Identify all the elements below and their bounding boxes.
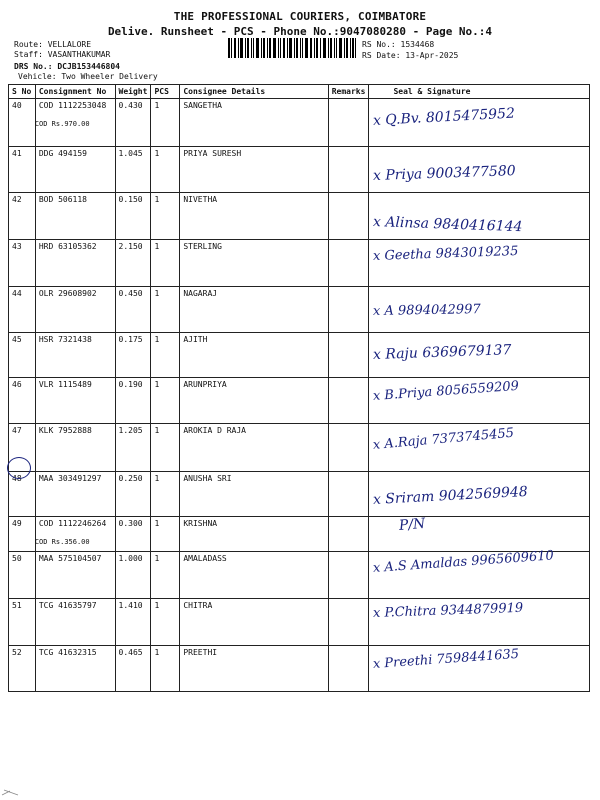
col-header-pcs: PCS [151,85,180,99]
row-consignment [35,287,115,333]
row-consignment [35,552,115,599]
row-remarks [328,517,369,552]
row-remarks [328,552,369,599]
table-row [9,240,590,287]
row-signature [369,599,590,646]
row-consignee: AMALADASS [180,552,328,599]
row-consignment [35,424,115,472]
row-pcs: 1 [151,517,180,552]
table-row [9,646,590,692]
table-row [9,517,590,552]
row-weight: 0.150 [115,193,151,240]
col-header-consignee: Consignee Details [180,85,328,99]
row-weight: 1.045 [115,147,151,193]
row-sno: 42 [9,193,36,240]
handwritten-signature: x A.S Amaldas 9965609610 [372,548,555,576]
row-sno: 49 [9,517,36,552]
row-pcs: 1 [151,99,180,147]
row-consignee: AJITH [180,333,328,378]
row-consignment [35,378,115,424]
consignment-number: BOD 506118 [38,195,87,204]
row-remarks [328,599,369,646]
handwritten-signature: x Q.Bv. 8015475952 [373,105,516,129]
row-pcs: 1 [151,378,180,424]
row-pcs: 1 [151,287,180,333]
col-header-weight: Weight [115,85,151,99]
row-signature [369,424,590,472]
row-consignment [35,147,115,193]
table-row [9,333,590,378]
row-consignee: NIVETHA [180,193,328,240]
row-sno: 51 [9,599,36,646]
row-weight: 1.205 [115,424,151,472]
row-weight: 1.000 [115,552,151,599]
handwritten-signature: x Geetha 9843019235 [373,243,520,264]
row-consignee: ARUNPRIYA [180,378,328,424]
row-weight: 0.465 [115,646,151,692]
table-row [9,99,590,147]
row-pcs: 1 [151,599,180,646]
consignment-number: TCG 41632315 [38,648,97,657]
handwritten-signature: x Raju 6369679137 [373,342,513,363]
row-sno: 48 [9,472,36,517]
handwritten-signature: P/N [398,515,427,534]
row-weight: 0.250 [115,472,151,517]
drs-number: DRS No.: DCJB153446804 [14,62,120,71]
row-weight: 0.190 [115,378,151,424]
row-remarks [328,378,369,424]
consignment-number: COD 1112253048 [38,101,107,110]
rs-number: RS No.: 1534468 [362,40,435,49]
barcode-image [228,38,356,58]
row-signature [369,147,590,193]
handwritten-signature: x A.Raja 7373745455 [372,425,516,453]
consignment-number: KLK 7952888 [38,426,92,435]
row-consignee: AROKIA D RAJA [180,424,328,472]
consignment-number: MAA 575104507 [38,554,102,563]
row-consignment [35,599,115,646]
table-row [9,378,590,424]
row-weight: 0.175 [115,333,151,378]
document-title: THE PROFESSIONAL COURIERS, COIMBATORE [173,10,427,23]
row-signature [369,378,590,424]
row-signature [369,99,590,147]
row-signature [369,193,590,240]
cod-amount: COD Rs.970.00 [34,120,90,128]
row-consignee: ANUSHA SRI [180,472,328,517]
row-remarks [328,240,369,287]
row-pcs: 1 [151,424,180,472]
row-sno: 46 [9,378,36,424]
row-pcs: 1 [151,193,180,240]
staff-label: Staff: VASANTHAKUMAR [14,50,111,59]
row-sno: 47 [9,424,36,472]
row-signature [369,548,590,599]
row-remarks [328,287,369,333]
row-pcs: 1 [151,240,180,287]
row-weight: 2.150 [115,240,151,287]
row-weight: 0.430 [115,99,151,147]
row-sno: 43 [9,240,36,287]
row-signature [369,646,590,692]
row-remarks [328,99,369,147]
row-sno: 52 [9,646,36,692]
row-pcs: 1 [151,333,180,378]
row-remarks [328,646,369,692]
col-header-remarks: Remarks [328,85,369,99]
vehicle-label: Vehicle: Two Wheeler Delivery [18,72,158,81]
table-header-row [9,85,590,99]
handwritten-signature: x Priya 9003477580 [373,162,517,184]
consignment-number: MAA 303491297 [38,474,102,483]
row-sno: 45 [9,333,36,378]
row-sno: 44 [9,287,36,333]
row-consignment [35,333,115,378]
row-sno: 50 [9,552,36,599]
col-header-consignment: Consignment No [35,85,115,99]
row-consignment [35,240,115,287]
table-row [9,599,590,646]
row-consignment [35,193,115,240]
handwritten-signature: x P.Chitra 9344879919 [373,600,524,621]
runsheet-table [8,84,590,692]
row-remarks [328,472,369,517]
cod-amount: COD Rs.356.00 [34,538,90,546]
row-signature [369,472,590,517]
row-consignee: SANGETHA [180,99,328,147]
rs-date: RS Date: 13-Apr-2025 [362,51,459,60]
row-sno: 41 [9,147,36,193]
row-consignee: STERLING [180,240,328,287]
row-sno: 40 [9,99,36,147]
table-row [9,193,590,240]
row-remarks [328,424,369,472]
row-remarks [328,333,369,378]
row-consignment [35,472,115,517]
consignment-number: DDG 494159 [38,149,87,158]
row-consignment [35,646,115,692]
scan-artifact [0,788,60,796]
document-subtitle: Delive. Runsheet - PCS - Phone No.:9047080280 - Page No.:4 [107,25,493,38]
col-header-sno: S No [9,85,36,99]
row-consignment [35,99,115,147]
row-signature [369,333,590,378]
row-consignee: PREETHI [180,646,328,692]
row-pcs: 1 [151,472,180,517]
handwritten-signature: x A 9894042997 [373,301,482,319]
row-consignee: CHITRA [180,599,328,646]
consignment-number: COD 1112246264 [38,519,107,528]
handwritten-signature: x B.Priya 8056559209 [372,378,520,404]
row-remarks [328,193,369,240]
row-weight: 0.300 [115,517,151,552]
consignment-number: HSR 7321438 [38,335,92,344]
row-signature [369,517,590,552]
consignment-number: OLR 29608902 [38,289,97,298]
row-signature [369,240,590,287]
row-consignee: KRISHNA [180,517,328,552]
row-consignee: NAGARAJ [180,287,328,333]
table-row [9,472,590,517]
row-weight: 1.410 [115,599,151,646]
row-signature [369,287,590,333]
row-49-circle-mark [7,457,31,479]
row-consignee: PRIYA SURESH [180,147,328,193]
row-weight: 0.450 [115,287,151,333]
consignment-number: VLR 1115489 [38,380,92,389]
row-remarks [328,147,369,193]
row-consignment [35,517,115,552]
handwritten-signature: x Alinsa 9840416144 [373,214,524,236]
consignment-number: HRD 63105362 [38,242,97,251]
row-pcs: 1 [151,646,180,692]
route-label: Route: VELLALORE [14,40,92,49]
table-row [9,287,590,333]
handwritten-signature: x Sriram 9042569948 [373,483,529,508]
consignment-number: TCG 41635797 [38,601,97,610]
handwritten-signature: x Preethi 7598441635 [372,646,521,672]
table-row [9,147,590,193]
row-pcs: 1 [151,147,180,193]
table-row [9,552,590,599]
row-pcs: 1 [151,552,180,599]
table-row [9,424,590,472]
col-header-seal: Seal & Signature [369,85,590,99]
